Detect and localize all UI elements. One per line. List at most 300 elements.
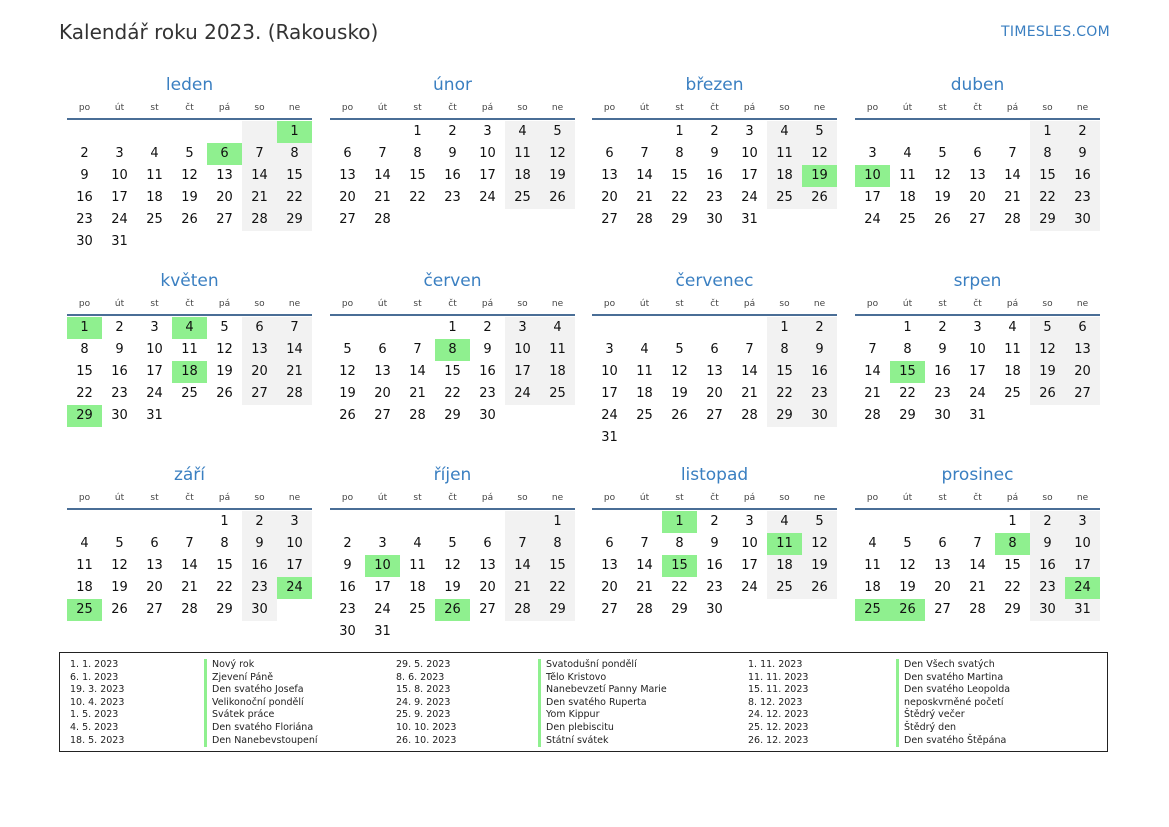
day-cell: 10 [505,339,540,361]
empty-day-cell [242,405,277,427]
weekday-label: čt [448,299,457,309]
day-cell: 29 [1004,602,1021,617]
day-cell: 17 [277,555,312,577]
day-cell: 3 [378,536,387,551]
day-cell: 7 [973,536,982,551]
day-cell: 15 [1004,558,1021,573]
weekday-label: pá [743,299,756,309]
weekday-label: čt [973,299,982,309]
day-cell: 9 [242,533,277,555]
legend-holiday-name: Den plebiscitu [538,722,667,735]
day-cell: 30 [802,405,837,427]
week-row [592,165,837,187]
week-row [592,383,837,405]
weekday-label: ne [1076,103,1089,113]
legend-date: 8. 6. 2023 [396,671,445,683]
day-cell: 29 [277,209,312,231]
day-cell: 14 [242,165,277,187]
day-cell: 5 [115,536,124,551]
day-cell: 1 [675,124,684,139]
day-cell: 3 [115,146,124,161]
day-cell: 23 [479,386,496,401]
day-cell: 2 [80,146,89,161]
weekday-header [330,100,575,120]
day-cell: 24 [479,190,496,205]
day-cell: 2 [483,320,492,335]
weekday-label: út [902,493,913,503]
day-cell: 3 [150,320,159,335]
day-cell: 26 [540,187,575,209]
holiday-day-cell: 24 [277,577,312,599]
day-cell: 5 [448,536,457,551]
day-cell: 7 [277,317,312,339]
empty-day-cell [277,599,312,621]
day-cell: 28 [277,383,312,405]
weekday-label: ne [288,493,301,503]
empty-day-cell [592,511,627,533]
empty-day-cell [1030,405,1065,427]
day-cell: 14 [969,558,986,573]
day-cell: 27 [146,602,163,617]
day-cell: 27 [601,602,618,617]
day-cell: 29 [444,408,461,423]
day-cell: 23 [934,386,951,401]
day-cell: 16 [1030,555,1065,577]
holiday-day-cell: 24 [1065,577,1100,599]
day-cell: 2 [448,124,457,139]
empty-day-cell [137,121,172,143]
day-cell: 5 [185,146,194,161]
holiday-day-cell: 11 [767,533,802,555]
weekday-label: pá [1006,299,1019,309]
month-name: září [173,465,206,485]
week-row [67,339,312,361]
legend-holiday-name: Den svatého Leopolda [896,684,1010,697]
week-row [592,339,837,361]
week-row [330,621,575,643]
day-cell: 17 [864,190,881,205]
day-cell: 24 [741,190,758,205]
holiday-day-cell: 1 [277,121,312,143]
weekday-label: po [866,299,879,309]
day-cell: 29 [899,408,916,423]
day-cell: 30 [111,408,128,423]
day-cell: 4 [80,536,89,551]
day-cell: 5 [938,146,947,161]
day-cell: 31 [969,408,986,423]
weekday-label: po [78,299,91,309]
holiday-day-cell: 15 [890,361,925,383]
month-3 [855,72,1100,231]
day-cell: 17 [741,168,758,183]
week-row [330,361,575,383]
day-cell: 18 [146,190,163,205]
weekday-label: út [639,299,650,309]
weekday-label: ne [288,103,301,113]
day-cell: 13 [969,168,986,183]
month-name: červen [423,271,482,291]
empty-day-cell [435,209,470,231]
day-cell: 5 [220,320,229,335]
day-cell: 9 [710,146,719,161]
day-cell: 4 [903,146,912,161]
weekday-label: čt [710,103,719,113]
empty-day-cell [470,511,505,533]
day-cell: 30 [934,408,951,423]
day-cell: 25 [899,212,916,227]
weekday-header [330,296,575,316]
day-cell: 27 [1065,383,1100,405]
day-cell: 3 [505,317,540,339]
weekday-header [592,100,837,120]
day-cell: 23 [706,190,723,205]
day-cell: 16 [802,361,837,383]
holiday-day-cell: 25 [67,599,102,621]
day-cell: 1 [448,320,457,335]
weekday-label: st [938,493,947,503]
day-cell: 16 [242,555,277,577]
day-cell: 1 [1008,514,1017,529]
day-cell: 9 [710,536,719,551]
holiday-day-cell: 4 [172,317,207,339]
day-cell: 19 [444,580,461,595]
month-name: říjen [433,465,472,485]
day-cell: 13 [479,558,496,573]
weekday-label: po [603,299,616,309]
empty-day-cell [435,511,470,533]
week-row [855,143,1100,165]
week-row [67,599,312,621]
day-cell: 17 [1065,555,1100,577]
weekday-label: so [517,493,528,503]
week-row [67,361,312,383]
week-row [855,577,1100,599]
day-cell: 8 [80,342,89,357]
day-cell: 2 [802,317,837,339]
holiday-day-cell: 15 [662,555,697,577]
day-cell: 8 [220,536,229,551]
day-cell: 30 [1065,209,1100,231]
weekday-label: čt [448,103,457,113]
legend-date-column [70,659,124,747]
day-cell: 19 [111,580,128,595]
day-cell: 19 [934,190,951,205]
weekday-label: čt [185,493,194,503]
day-cell: 8 [767,339,802,361]
empty-day-cell [207,405,242,427]
empty-day-cell [925,511,960,533]
day-cell: 1 [767,317,802,339]
day-cell: 18 [636,386,653,401]
day-cell: 11 [864,558,881,573]
day-cell: 29 [767,405,802,427]
empty-day-cell [732,317,767,339]
day-cell: 22 [671,580,688,595]
weekday-label: út [377,493,388,503]
day-cell: 18 [864,580,881,595]
day-cell: 7 [413,342,422,357]
day-cell: 11 [1004,342,1021,357]
weekday-label: út [639,493,650,503]
empty-day-cell [697,427,732,449]
day-cell: 4 [640,342,649,357]
day-cell: 27 [706,408,723,423]
weekday-label: so [779,299,790,309]
weekday-label: po [603,103,616,113]
day-cell: 18 [1004,364,1021,379]
weekday-header [330,490,575,510]
day-cell: 29 [1030,209,1065,231]
weekday-header [592,490,837,510]
day-cell: 18 [540,361,575,383]
day-cell: 23 [242,577,277,599]
legend-holiday-name: Den svatého Josefa [204,684,318,697]
weekday-label: st [413,103,422,113]
day-cell: 1 [903,320,912,335]
week-row [67,231,312,253]
day-cell: 16 [444,168,461,183]
weekday-label: čt [185,299,194,309]
holiday-day-cell: 1 [67,317,102,339]
weekday-label: st [150,493,159,503]
day-cell: 10 [479,146,496,161]
week-row [330,511,575,533]
day-cell: 6 [242,317,277,339]
day-cell: 25 [636,408,653,423]
empty-day-cell [67,511,102,533]
weekday-label: so [517,299,528,309]
day-cell: 25 [181,386,198,401]
day-cell: 25 [505,187,540,209]
day-cell: 19 [671,386,688,401]
empty-day-cell [137,511,172,533]
week-row [330,533,575,555]
week-row [67,143,312,165]
day-cell: 13 [601,558,618,573]
legend-date: 6. 1. 2023 [70,671,119,683]
weekday-label: čt [448,493,457,503]
day-cell: 7 [640,536,649,551]
day-cell: 21 [505,577,540,599]
day-cell: 14 [505,555,540,577]
day-cell: 2 [938,320,947,335]
day-cell: 21 [636,580,653,595]
day-cell: 24 [864,212,881,227]
day-cell: 10 [111,168,128,183]
week-row [67,511,312,533]
legend-date: 15. 11. 2023 [748,684,809,696]
day-cell: 24 [601,408,618,423]
weekday-label: st [675,493,684,503]
empty-day-cell [67,121,102,143]
day-cell: 9 [1030,533,1065,555]
empty-day-cell [697,317,732,339]
empty-day-cell [732,427,767,449]
day-cell: 17 [146,364,163,379]
day-cell: 17 [741,558,758,573]
day-cell: 14 [181,558,198,573]
empty-day-cell [330,121,365,143]
week-row [330,187,575,209]
week-row [855,209,1100,231]
weekday-label: st [413,493,422,503]
day-cell: 16 [934,364,951,379]
weekday-label: so [1042,299,1053,309]
day-cell: 22 [540,577,575,599]
day-cell: 3 [483,124,492,139]
legend-holiday-name: Den svatého Ruperta [538,697,667,710]
legend-holiday-name: Tělo Kristovo [538,672,667,685]
day-cell: 13 [374,364,391,379]
day-cell: 6 [150,536,159,551]
legend-name-column [204,659,318,747]
weekday-label: ne [1076,299,1089,309]
legend-holiday-name: Svátek práce [204,709,318,722]
day-cell: 3 [605,342,614,357]
day-cell: 22 [1004,580,1021,595]
day-cell: 17 [374,580,391,595]
day-cell: 5 [675,342,684,357]
legend-name-column [538,659,667,747]
day-cell: 27 [374,408,391,423]
week-row [592,187,837,209]
month-6 [592,268,837,449]
month-0 [67,72,312,253]
day-cell: 24 [505,383,540,405]
day-cell: 29 [671,602,688,617]
week-row [67,317,312,339]
day-cell: 6 [1065,317,1100,339]
holiday-day-cell: 1 [662,511,697,533]
empty-day-cell [732,599,767,621]
day-cell: 2 [1030,511,1065,533]
brand-link[interactable]: TIMESLES.COM [1001,24,1110,40]
day-cell: 23 [111,386,128,401]
day-cell: 9 [938,342,947,357]
weekday-label: čt [710,299,719,309]
day-cell: 26 [339,408,356,423]
weekday-header [855,100,1100,120]
weekday-label: ne [551,493,564,503]
day-cell: 4 [413,536,422,551]
week-row [855,339,1100,361]
day-cell: 7 [185,536,194,551]
day-cell: 12 [111,558,128,573]
day-cell: 4 [1008,320,1017,335]
week-row [330,577,575,599]
day-cell: 21 [636,190,653,205]
day-cell: 14 [409,364,426,379]
day-cell: 9 [802,339,837,361]
legend-holiday-name: Velikonoční pondělí [204,697,318,710]
month-name: prosinec [941,465,1014,485]
day-cell: 21 [741,386,758,401]
month-4 [67,268,312,427]
day-cell: 14 [1004,168,1021,183]
day-cell: 15 [1030,165,1065,187]
weekday-label: st [938,299,947,309]
month-5 [330,268,575,427]
day-cell: 20 [242,361,277,383]
weekday-label: ne [551,299,564,309]
empty-day-cell [172,511,207,533]
weekday-label: pá [1006,103,1019,113]
day-cell: 2 [1065,121,1100,143]
weekday-label: pá [743,493,756,503]
empty-day-cell [172,231,207,253]
weekday-label: pá [218,299,231,309]
empty-day-cell [662,427,697,449]
day-cell: 25 [767,577,802,599]
day-cell: 4 [767,511,802,533]
weekday-label: po [866,493,879,503]
empty-day-cell [767,209,802,231]
day-cell: 22 [444,386,461,401]
day-cell: 7 [242,143,277,165]
day-cell: 6 [483,536,492,551]
day-cell: 4 [150,146,159,161]
day-cell: 8 [540,533,575,555]
day-cell: 20 [934,580,951,595]
day-cell: 30 [339,624,356,639]
week-row [67,577,312,599]
day-cell: 25 [540,383,575,405]
empty-day-cell [662,317,697,339]
legend-date: 11. 11. 2023 [748,671,809,683]
day-cell: 9 [343,558,352,573]
day-cell: 12 [216,342,233,357]
day-cell: 17 [969,364,986,379]
day-cell: 7 [868,342,877,357]
day-cell: 22 [76,386,93,401]
day-cell: 17 [111,190,128,205]
day-cell: 12 [181,168,198,183]
holiday-day-cell: 26 [890,599,925,621]
week-row [330,383,575,405]
empty-day-cell [767,599,802,621]
day-cell: 25 [409,602,426,617]
legend-date: 19. 3. 2023 [70,684,125,696]
weekday-label: so [1042,493,1053,503]
empty-day-cell [855,511,890,533]
month-2 [592,72,837,231]
month-name: duben [950,75,1005,95]
day-cell: 15 [540,555,575,577]
day-cell: 12 [899,558,916,573]
week-row [330,555,575,577]
empty-day-cell [890,121,925,143]
day-cell: 29 [216,602,233,617]
weekday-label: so [254,299,265,309]
empty-day-cell [592,317,627,339]
day-cell: 2 [242,511,277,533]
empty-day-cell [540,209,575,231]
week-row [855,533,1100,555]
week-row [330,209,575,231]
legend-date: 26. 10. 2023 [396,734,457,746]
month-name: leden [165,75,214,95]
empty-day-cell [137,231,172,253]
week-row [855,599,1100,621]
day-cell: 10 [1065,533,1100,555]
legend-holiday-name: Štědrý večer [896,709,1010,722]
day-cell: 1 [540,511,575,533]
empty-day-cell [277,231,312,253]
day-cell: 13 [339,168,356,183]
day-cell: 23 [706,580,723,595]
day-cell: 7 [505,533,540,555]
empty-day-cell [802,599,837,621]
